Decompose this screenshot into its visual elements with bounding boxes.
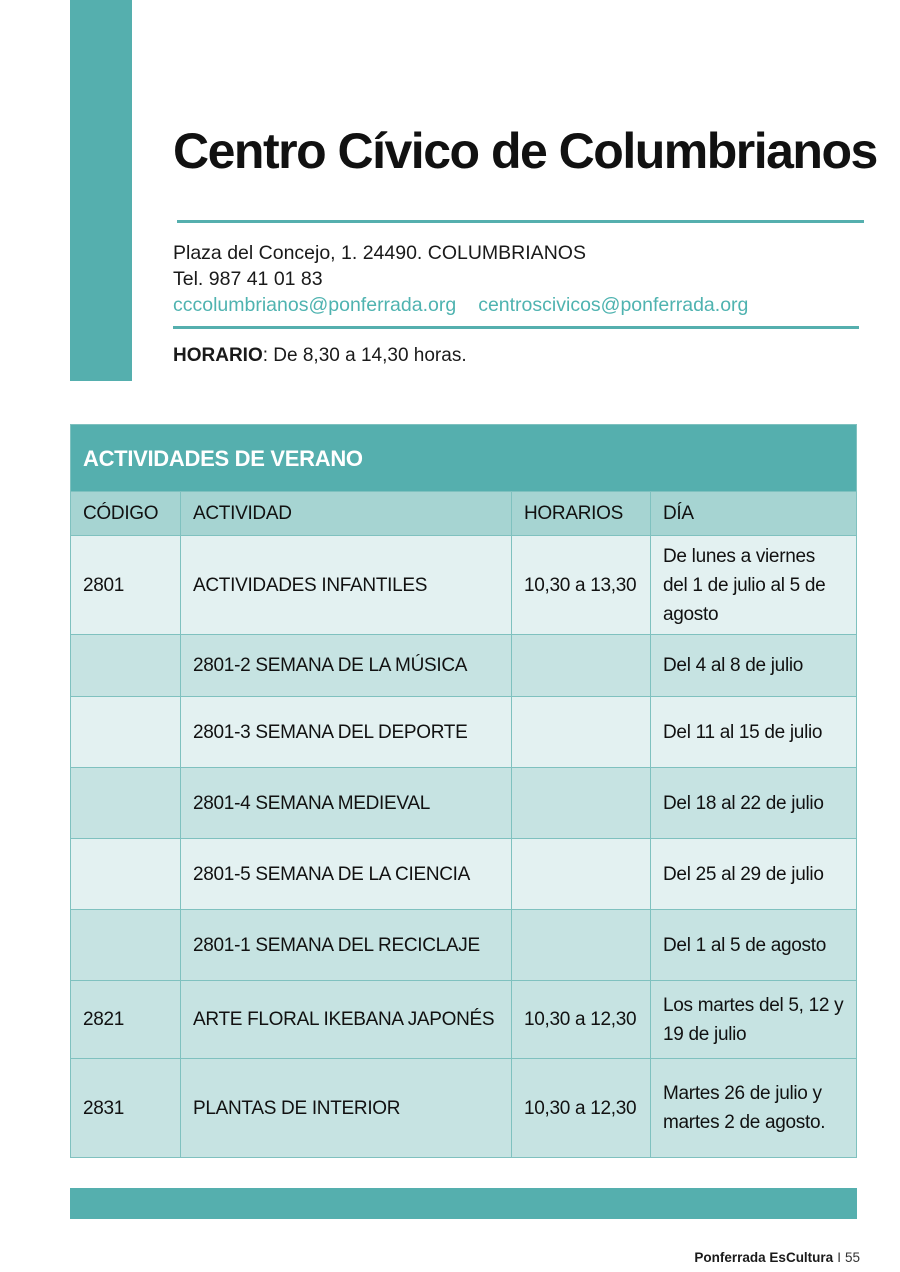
table-row xyxy=(71,697,857,768)
table-row xyxy=(71,839,857,910)
schedule-line xyxy=(173,345,467,367)
schedule-label: HORARIO xyxy=(173,345,263,366)
cell-hours: 10,30 a 13,30 xyxy=(512,536,651,635)
cell-day: Del 11 al 15 de julio xyxy=(651,697,857,768)
column-header-day: DÍA xyxy=(651,492,857,536)
cell-day: De lunes a viernes del 1 de julio al 5 de agosto xyxy=(651,536,857,635)
schedule-text: : De 8,30 a 14,30 horas. xyxy=(262,345,467,366)
cell-code xyxy=(71,635,181,697)
cell-day: Del 4 al 8 de julio xyxy=(651,635,857,697)
cell-activity: 2801-4 SEMANA MEDIEVAL xyxy=(181,768,512,839)
table-row xyxy=(71,768,857,839)
cell-day: Del 25 al 29 de julio xyxy=(651,839,857,910)
cell-activity: ACTIVIDADES INFANTILES xyxy=(181,536,512,635)
cell-hours xyxy=(512,910,651,981)
cell-day: Martes 26 de julio y martes 2 de agosto. xyxy=(651,1059,857,1158)
cell-hours xyxy=(512,839,651,910)
cell-activity: 2801-1 SEMANA DEL RECICLAJE xyxy=(181,910,512,981)
address-text: Plaza del Concejo, 1. 24490. COLUMBRIANOS xyxy=(173,242,586,264)
table-row xyxy=(71,635,857,697)
page-number: 55 xyxy=(844,1250,860,1265)
cell-hours xyxy=(512,635,651,697)
cell-activity: 2801-2 SEMANA DE LA MÚSICA xyxy=(181,635,512,697)
cell-day: Los martes del 5, 12 y 19 de julio xyxy=(651,981,857,1059)
cell-hours: 10,30 a 12,30 xyxy=(512,981,651,1059)
cell-code xyxy=(71,839,181,910)
cell-code xyxy=(71,768,181,839)
column-header-code: CÓDIGO xyxy=(71,492,181,536)
cell-code: 2801 xyxy=(71,536,181,635)
cell-activity: ARTE FLORAL IKEBANA JAPONÉS xyxy=(181,981,512,1059)
email-line xyxy=(173,292,748,318)
cell-day: Del 1 al 5 de agosto xyxy=(651,910,857,981)
email-link-primary[interactable]: cccolumbrianos@ponferrada.org xyxy=(173,294,457,316)
decorative-bottom-bar xyxy=(70,1188,857,1219)
cell-code xyxy=(71,910,181,981)
cell-hours xyxy=(512,697,651,768)
contact-divider xyxy=(173,326,859,329)
cell-activity: PLANTAS DE INTERIOR xyxy=(181,1059,512,1158)
phone-text: Tel. 987 41 01 83 xyxy=(173,268,323,290)
footer-separator: I xyxy=(837,1250,841,1265)
cell-hours xyxy=(512,768,651,839)
decorative-side-bar xyxy=(70,0,132,381)
table-row xyxy=(71,536,857,635)
publication-name: Ponferrada EsCultura xyxy=(694,1250,834,1265)
cell-code: 2821 xyxy=(71,981,181,1059)
page-title: Centro Cívico de Columbrianos xyxy=(173,123,877,179)
cell-hours: 10,30 a 12,30 xyxy=(512,1059,651,1158)
page-footer xyxy=(694,1250,860,1265)
column-header-hours: HORARIOS xyxy=(512,492,651,536)
email-link-secondary[interactable]: centroscivicos@ponferrada.org xyxy=(478,294,749,316)
title-divider xyxy=(177,220,864,223)
activities-table xyxy=(70,424,857,1158)
table-row xyxy=(71,981,857,1059)
table-header-row xyxy=(71,492,857,536)
column-header-activity: ACTIVIDAD xyxy=(181,492,512,536)
table-row xyxy=(71,910,857,981)
table-row xyxy=(71,1059,857,1158)
cell-activity: 2801-5 SEMANA DE LA CIENCIA xyxy=(181,839,512,910)
cell-code xyxy=(71,697,181,768)
cell-activity: 2801-3 SEMANA DEL DEPORTE xyxy=(181,697,512,768)
cell-day: Del 18 al 22 de julio xyxy=(651,768,857,839)
table-title: ACTIVIDADES DE VERANO xyxy=(71,425,857,492)
cell-code: 2831 xyxy=(71,1059,181,1158)
